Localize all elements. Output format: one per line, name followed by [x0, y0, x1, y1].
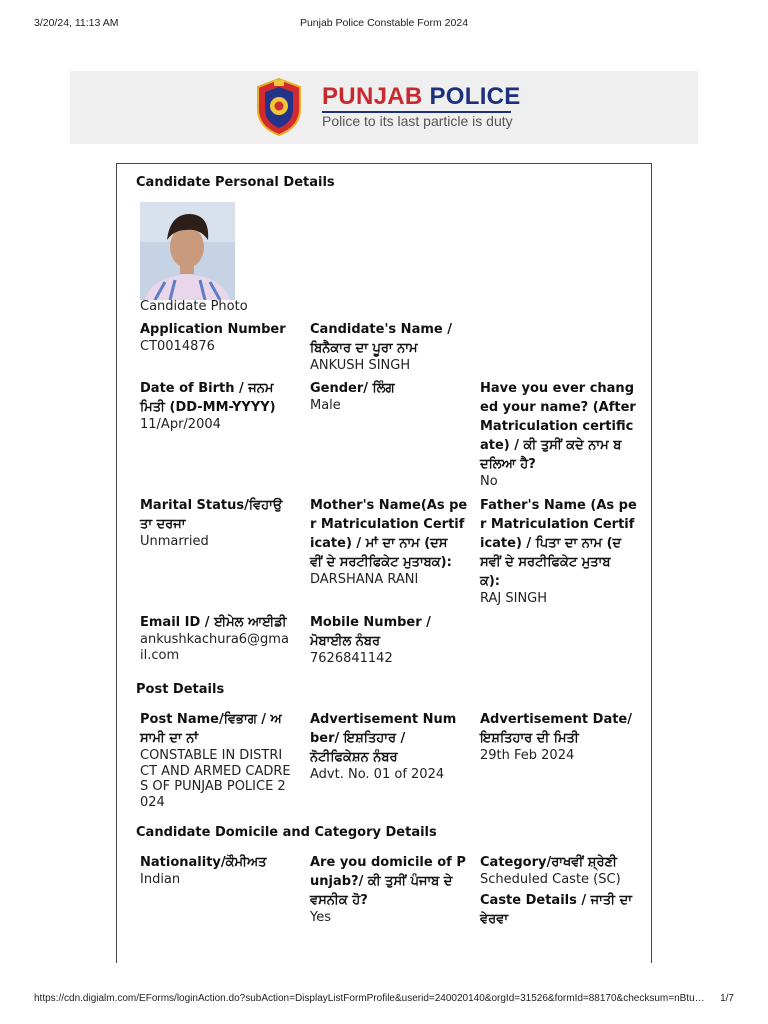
dob-value: 11/Apr/2004 [140, 417, 221, 432]
caste-details-label: Caste Details / ਜਾਤੀ ਦਾ ਵੇਰਵਾ [480, 893, 632, 927]
email-value: ankushkachura6@gma il.com [140, 632, 289, 663]
field-email [140, 613, 300, 663]
father-name-value: RAJ SINGH [480, 591, 548, 606]
domicile-value: Yes [310, 910, 331, 925]
marital-status-value: Unmarried [140, 534, 209, 549]
marital-status-label: Marital Status/ਵਿਹਾਉ ਤਾ ਦਰਜਾ [140, 498, 283, 532]
field-nationality [140, 853, 300, 888]
candidate-photo [140, 202, 235, 300]
field-marital-status [140, 496, 300, 550]
field-candidate-name [310, 320, 470, 374]
application-number-label: Application Number [140, 322, 286, 337]
mobile-value: 7626841142 [310, 651, 393, 666]
field-domicile [310, 853, 470, 926]
field-mother-name [310, 496, 470, 588]
post-name-value: CONSTABLE IN DISTRI CT AND ARMED CADRE S OF PUNJAB POLICE 2 024 [140, 748, 291, 810]
section-domicile-category: Candidate Domicile and Category Details [136, 825, 437, 840]
field-category [480, 853, 640, 888]
domicile-label: Are you domicile of P unjab?/ ਕੀ ਤੁਸੀਂ ਪੰਜਾਬ ਦੇ ਵਸਨੀਕ ਹੋ? [310, 855, 466, 908]
field-application-number [140, 320, 300, 355]
adv-date-value: 29th Feb 2024 [480, 748, 575, 763]
brand-word-police: POLICE [429, 83, 521, 110]
candidate-photo-image [140, 202, 235, 300]
field-name-changed [480, 379, 640, 490]
mobile-label: Mobile Number / ਮੋਬਾਈਲ ਨੰਬਰ [310, 615, 431, 649]
brand-word-punjab: PUNJAB [322, 83, 423, 110]
gender-label: Gender/ ਲਿੰਗ [310, 381, 395, 396]
name-changed-label: Have you ever chang ed your name? (After Matriculation certific ate) / ਕੀ ਤੁਸੀਂ ਕਦੇ ਨਾਮ ਬ ਦਲਿਆ ਹੈ? [480, 381, 636, 472]
print-url: https://cdn.digialm.com/EForms/loginAction.do?subAction=DisplayListFormProfile&userid=240020140&orgId=31526&formId=88170&checksum=nBtu… [34, 993, 705, 1004]
candidate-photo-caption: Candidate Photo [140, 299, 248, 314]
field-gender [310, 379, 470, 414]
nationality-value: Indian [140, 872, 181, 887]
candidate-name-label: Candidate's Name / ਬਿਨੈਕਾਰ ਦਾ ਪੂਰਾ ਨਾਮ [310, 322, 452, 356]
post-name-label: Post Name/ਵਿਭਾਗ / ਅ ਸਾਮੀ ਦਾ ਨਾਂ [140, 712, 282, 746]
application-number-value: CT0014876 [140, 339, 215, 354]
field-advertisement-date [480, 710, 640, 764]
print-page-number: 1/7 [720, 993, 734, 1004]
dob-label: Date of Birth / ਜਨਮ ਮਿਤੀ (DD-MM-YYYY) [140, 381, 276, 415]
category-value: Scheduled Caste (SC) [480, 872, 621, 887]
mother-name-value: DARSHANA RANI [310, 572, 419, 587]
brand-tagline: Police to its last particle is duty [322, 113, 513, 129]
email-label: Email ID / ਈਮੇਲ ਆਈਡੀ [140, 615, 287, 630]
adv-number-value: Advt. No. 01 of 2024 [310, 767, 445, 782]
candidate-name-value: ANKUSH SINGH [310, 358, 411, 373]
field-date-of-birth [140, 379, 300, 433]
father-name-label: Father's Name (As pe r Matriculation Certif icate) / ਪਿਤਾ ਦਾ ਨਾਮ (ਦ ਸਵੀਂ ਦੇ ਸਰਟੀਫਿਕੇਟ ਮੁਤਾਬ ਕ): [480, 498, 637, 589]
print-header [0, 17, 768, 31]
print-doc-title: Punjab Police Constable Form 2024 [299, 17, 469, 29]
mother-name-label: Mother's Name(As pe r Matriculation Certif icate) / ਮਾਂ ਦਾ ਨਾਮ (ਦਸ ਵੀਂ ਦੇ ਸਰਟੀਫਿਕੇਟ ਮੁਤਾਬਕ): [310, 498, 468, 570]
field-father-name [480, 496, 640, 607]
nationality-label: Nationality/ਕੌਮੀਅਤ [140, 855, 267, 870]
brand-title [322, 83, 521, 111]
field-post-name [140, 710, 300, 810]
field-caste-details [480, 891, 640, 929]
adv-date-label: Advertisement Date/ ਇਸ਼ਤਿਹਾਰ ਦੀ ਮਿਤੀ [480, 712, 632, 746]
category-label: Category/ਰਾਖਵੀਂ ਸ਼੍ਰੇਣੀ [480, 855, 617, 870]
adv-number-label: Advertisement Num ber/ ਇਸ਼ਤਿਹਾਰ / ਨੋਟੀਫਿਕੇਸ਼ਨ ਨੰਬਰ [310, 712, 457, 765]
name-changed-value: No [480, 474, 498, 489]
print-datetime: 3/20/24, 11:13 AM [34, 17, 119, 29]
punjab-police-banner [70, 71, 698, 144]
punjab-police-badge-icon [255, 77, 303, 137]
section-personal-details: Candidate Personal Details [136, 175, 335, 190]
print-footer [0, 993, 768, 1007]
gender-value: Male [310, 398, 341, 413]
field-advertisement-number [310, 710, 470, 783]
section-post-details: Post Details [136, 682, 225, 697]
field-mobile [310, 613, 470, 667]
